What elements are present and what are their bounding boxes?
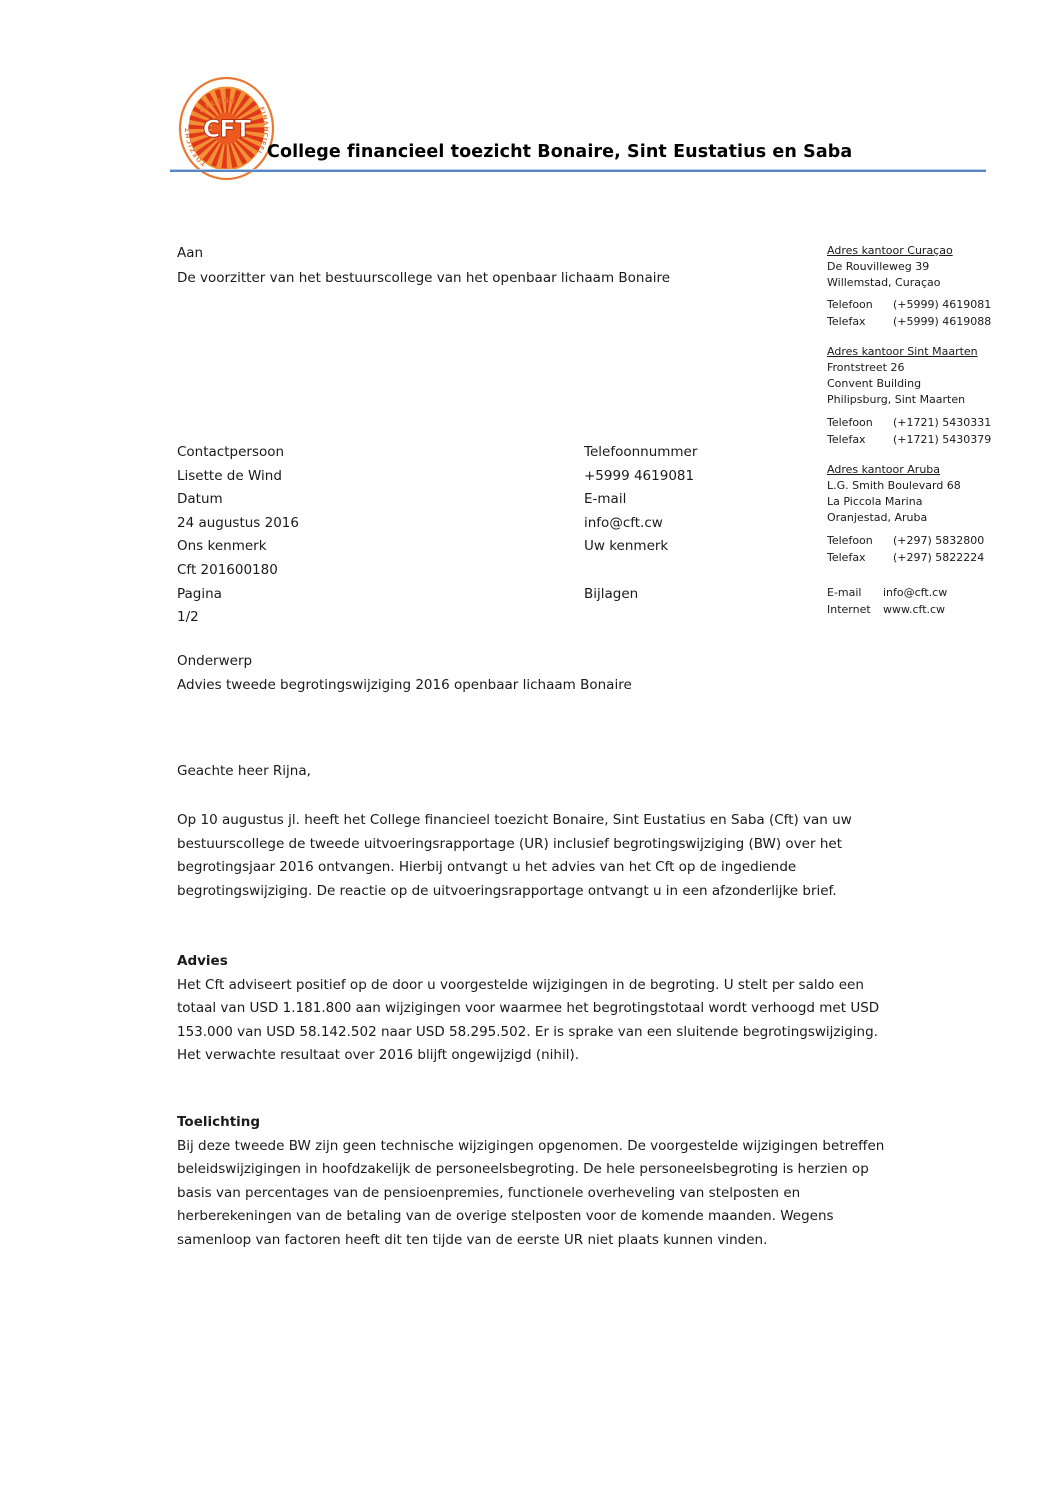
section-toelichting [177, 1111, 892, 1252]
section-advies [177, 950, 892, 1068]
section-heading: Toelichting [177, 1114, 261, 1130]
address-line: Philipsburg, Sint Maarten [827, 393, 966, 407]
meta-value-email: info@cft.cw [584, 514, 663, 531]
subject-value: Advies tweede begrotingswijziging 2016 openbaar lichaam Bonaire [177, 677, 632, 693]
internet-label: Internet [827, 603, 871, 616]
svg-text:COLLEGE: COLLEGE [193, 96, 238, 120]
svg-text:TOEZICHT: TOEZICHT [184, 126, 208, 168]
recipient-label: Aan [177, 245, 204, 261]
fax-label: Telefax [827, 432, 866, 446]
meta-label-uw-kenmerk: Uw kenmerk [584, 538, 669, 555]
meta-left-column [177, 441, 299, 630]
meta-value-datum: 24 augustus 2016 [177, 514, 299, 531]
address-line: De Rouvilleweg 39 [827, 260, 930, 273]
office-title: Adres kantoor Curaçao [827, 244, 953, 257]
office-sint-maarten [827, 344, 1007, 448]
office-aruba [827, 462, 1007, 566]
phone-label: Telefoon [827, 415, 873, 429]
fax-value: (+1721) 5430379 [893, 432, 992, 446]
phone-row [827, 532, 1007, 549]
fax-value: (+5999) 4619088 [893, 315, 992, 329]
meta-value-telefoonnummer: +5999 4619081 [584, 467, 695, 484]
phone-value: (+5999) 4619081 [893, 298, 992, 312]
meta-right-column [584, 441, 697, 630]
meta-label-contactpersoon: Contactpersoon [177, 444, 285, 460]
phone-label: Telefoon [827, 298, 873, 312]
address-line: Frontstreet 26 [827, 361, 905, 374]
meta-label-email: E-mail [584, 491, 627, 508]
recipient-block [177, 241, 670, 291]
email-value: info@cft.cw [883, 586, 948, 599]
section-heading: Advies [177, 953, 228, 969]
phone-row [827, 414, 1007, 431]
meta-value-contactpersoon: Lisette de Wind [177, 467, 282, 484]
svg-text:CFT: CFT [202, 115, 251, 143]
fax-label: Telefax [827, 550, 866, 564]
phone-value: (+297) 5832800 [893, 533, 985, 547]
meta-label-bijlagen: Bijlagen [584, 585, 639, 602]
meta-value-uw-kenmerk [584, 559, 697, 583]
meta-value-pagina: 1/2 [177, 609, 199, 626]
meta-label-telefoonnummer: Telefoonnummer [584, 444, 698, 460]
fax-row [827, 549, 1007, 566]
fax-row [827, 313, 1007, 330]
office-title: Adres kantoor Sint Maarten [827, 345, 978, 358]
meta-label-datum: Datum [177, 491, 223, 508]
email-label: E-mail [827, 586, 862, 599]
fax-value: (+297) 5822224 [893, 550, 985, 564]
phone-value: (+1721) 5430331 [893, 415, 992, 429]
section-paragraph: Op 10 augustus jl. heeft het College financieel toezicht Bonaire, Sint Eustatius en Saba (Cft) van uw bestuurscollege de tweede uitvoeringsrapportage (UR) inclusief begrotingswijziging (BW) over het begrotingsjaar 2016 ontvangen. Hierbij ontvangt u het advies van het Cft op de ingediende begrotingswijziging. De reactie op de uitvoeringsrapportage ontvangt u in een afzonderlijke brief. [177, 812, 852, 899]
address-line: Oranjestad, Aruba [827, 511, 928, 525]
address-line: Willemstad, Curaçao [827, 276, 941, 290]
header-divider [170, 169, 986, 172]
section-intro [177, 809, 892, 903]
meta-label-ons-kenmerk: Ons kenmerk [177, 538, 267, 555]
recipient-name: De voorzitter van het bestuurscollege van het openbaar lichaam Bonaire [177, 270, 671, 286]
meta-value-bijlagen [584, 606, 697, 630]
meta-label-pagina: Pagina [177, 585, 222, 602]
office-title: Adres kantoor Aruba [827, 463, 941, 476]
phone-row [827, 296, 1007, 313]
cft-logo-icon [178, 76, 275, 181]
section-paragraph: Het Cft adviseert positief op de door u voorgestelde wijzigingen in de begroting. U stelt per saldo een totaal van USD 1.181.800 aan wijzigingen voor waarmee het begrotingstotaal wordt verhoogd met USD 153.000 van USD 58.142.502 naar USD 58.295.502. Er is sprake van een sluitende begrotingswijziging. Het verwachte resultaat over 2016 blijft ongewijzigd (nihil). [177, 976, 880, 1063]
office-curacao [827, 243, 1007, 330]
meta-value-ons-kenmerk: Cft 201600180 [177, 561, 278, 578]
section-paragraph: Bij deze tweede BW zijn geen technische wijzigingen opgenomen. De voorgestelde wijzigingen betreffen beleidswijzigingen in hoofdzakelijk de personeelsbegroting. De hele personeelsbegroting is herzien op basis van percentages van de pensioenpremies, functionele overheveling van stelposten en herberekeningen van de betaling van de overige stelposten voor de komende maanden. Wegens samenloop van factoren heeft dit ten tijde van de eerste UR niet plaats kunnen vinden. [177, 1137, 885, 1248]
subject-label: Onderwerp [177, 653, 253, 669]
internet-value: www.cft.cw [883, 603, 946, 616]
address-line: L.G. Smith Boulevard 68 [827, 479, 961, 492]
fax-row [827, 431, 1007, 448]
address-line: La Piccola Marina [827, 495, 923, 509]
subject-block [177, 649, 632, 697]
internet-row [827, 601, 1007, 618]
sidebar-contact-block [827, 584, 1007, 618]
page-title: College financieel toezicht Bonaire, Sint Eustatius en Saba [267, 142, 853, 162]
phone-label: Telefoon [827, 533, 873, 547]
fax-label: Telefax [827, 315, 866, 329]
email-row [827, 584, 1007, 601]
svg-text:FINANCIEEL: FINANCIEEL [254, 105, 270, 157]
address-line: Convent Building [827, 377, 922, 391]
salutation: Geachte heer Rijna, [177, 763, 311, 779]
